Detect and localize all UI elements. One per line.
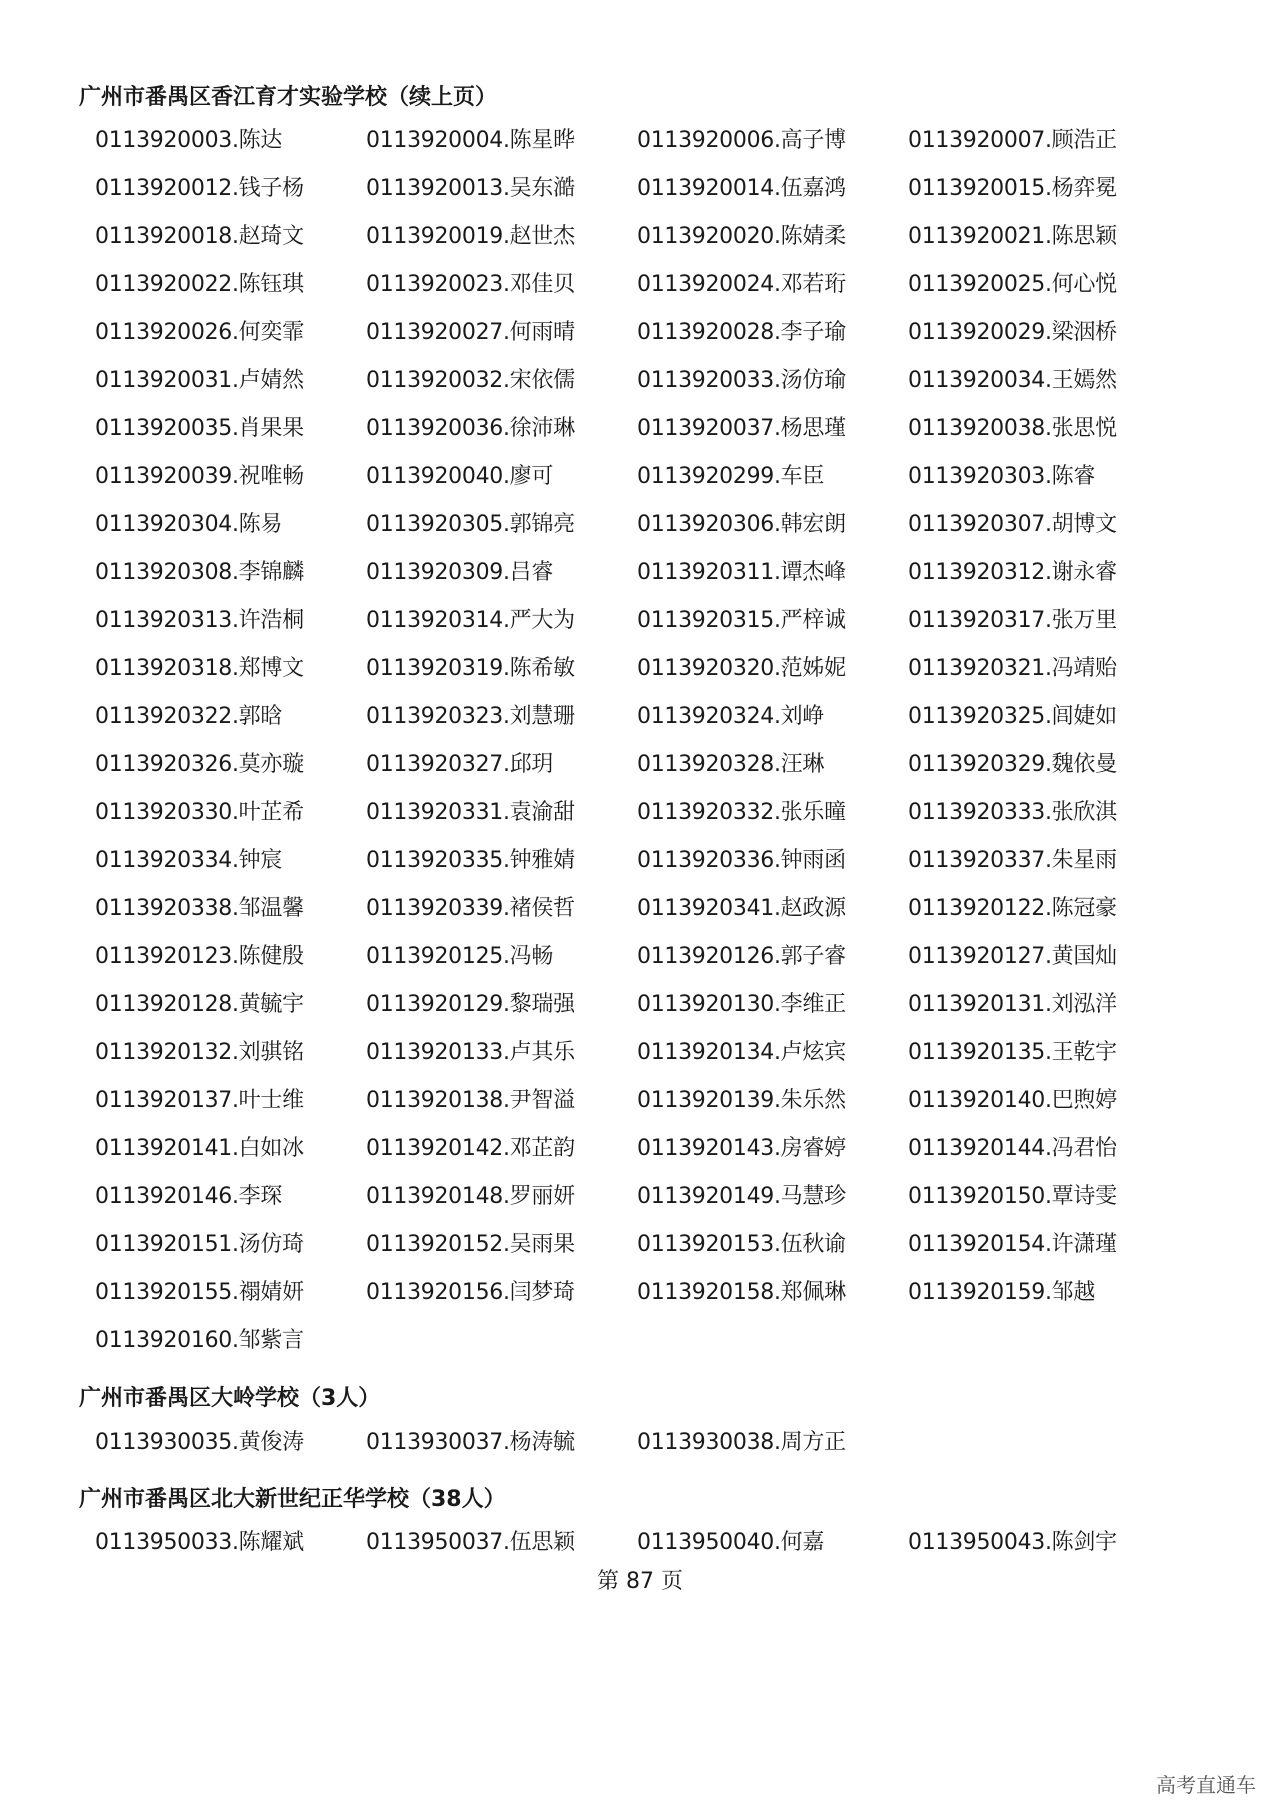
student-entry: 0113920024.邓若珩 — [637, 272, 846, 297]
student-entry: 0113920303.陈睿 — [908, 464, 1096, 489]
student-entry: 0113920031.卢婧然 — [95, 368, 304, 393]
student-entry: 0113920003.陈达 — [95, 128, 283, 153]
student-entry: 0113920025.何心悦 — [908, 272, 1117, 297]
student-entry: 0113920334.钟宸 — [95, 848, 283, 873]
student-entry: 0113920033.汤仿瑜 — [637, 368, 846, 393]
student-entry: 0113920150.覃诗雯 — [908, 1184, 1117, 1209]
student-entry: 0113920014.伍嘉鸿 — [637, 176, 846, 201]
student-entry: 0113920158.郑佩琳 — [637, 1280, 846, 1305]
student-entry: 0113920007.顾浩正 — [908, 128, 1117, 153]
student-entry: 0113920321.冯靖贻 — [908, 656, 1117, 681]
student-entry: 0113920312.谢永睿 — [908, 560, 1117, 585]
student-entry: 0113920035.肖果果 — [95, 416, 304, 441]
student-entry: 0113920130.李维正 — [637, 992, 846, 1017]
student-entry: 0113920304.陈易 — [95, 512, 283, 537]
student-entry: 0113920020.陈婧柔 — [637, 224, 846, 249]
student-entry: 0113920322.郭晗 — [95, 704, 283, 729]
student-entry: 0113920142.邓芷韵 — [366, 1136, 575, 1161]
student-entry: 0113920128.黄毓宇 — [95, 992, 304, 1017]
student-entry: 0113920126.郭子睿 — [637, 944, 846, 969]
student-entry: 0113920341.赵政源 — [637, 896, 846, 921]
student-entry: 0113920338.邹温馨 — [95, 896, 304, 921]
student-entry: 0113920308.李锦麟 — [95, 560, 304, 585]
student-entry: 0113920036.徐沛琳 — [366, 416, 575, 441]
student-entry: 0113950040.何嘉 — [637, 1530, 825, 1555]
student-entry: 0113920332.张乐曈 — [637, 800, 846, 825]
student-entry: 0113920144.冯君怡 — [908, 1136, 1117, 1161]
student-entry: 0113920122.陈冠豪 — [908, 896, 1117, 921]
student-entry: 0113920331.袁渝甜 — [366, 800, 575, 825]
student-entry: 0113920299.车臣 — [637, 464, 825, 489]
student-entry: 0113930037.杨涛毓 — [366, 1430, 575, 1455]
student-entry: 0113920149.马慧珍 — [637, 1184, 846, 1209]
student-entry: 0113930038.周方正 — [637, 1430, 846, 1455]
student-entry: 0113920323.刘慧珊 — [366, 704, 575, 729]
student-entry: 0113920127.黄国灿 — [908, 944, 1117, 969]
student-entry: 0113920146.李琛 — [95, 1184, 283, 1209]
student-entry: 0113920329.魏依曼 — [908, 752, 1117, 777]
student-entry: 0113920153.伍秋谕 — [637, 1232, 846, 1257]
student-entry: 0113920134.卢炫宾 — [637, 1040, 846, 1065]
student-entry: 0113920330.叶芷希 — [95, 800, 304, 825]
student-entry: 0113920027.何雨晴 — [366, 320, 575, 345]
student-entry: 0113920023.邓佳贝 — [366, 272, 575, 297]
student-entry: 0113920159.邹越 — [908, 1280, 1096, 1305]
section-title: 广州市番禺区香江育才实验学校（续上页） — [79, 85, 498, 110]
student-entry: 0113920138.尹智溢 — [366, 1088, 575, 1113]
student-entry: 0113920151.汤仿琦 — [95, 1232, 304, 1257]
student-entry: 0113920325.闾婕如 — [908, 704, 1117, 729]
student-entry: 0113950043.陈剑宇 — [908, 1530, 1117, 1555]
student-entry: 0113920021.陈思颖 — [908, 224, 1117, 249]
page-number: 第 87 页 — [597, 1569, 683, 1594]
student-entry: 0113920339.褚侯哲 — [366, 896, 575, 921]
watermark-text: 高考直通车 — [1156, 1773, 1256, 1797]
student-entry: 0113920313.许浩桐 — [95, 608, 304, 633]
student-entry: 0113920019.赵世杰 — [366, 224, 575, 249]
student-entry: 0113920013.吴东澔 — [366, 176, 575, 201]
section-title: 广州市番禺区北大新世纪正华学校（38人） — [79, 1487, 506, 1512]
student-entry: 0113920156.闫梦琦 — [366, 1280, 575, 1305]
student-entry: 0113920004.陈星晔 — [366, 128, 575, 153]
student-entry: 0113930035.黄俊涛 — [95, 1430, 304, 1455]
student-entry: 0113920315.严梓诚 — [637, 608, 846, 633]
student-entry: 0113920006.高子博 — [637, 128, 846, 153]
student-entry: 0113920137.叶士维 — [95, 1088, 304, 1113]
student-entry: 0113920337.朱星雨 — [908, 848, 1117, 873]
student-entry: 0113920034.王嫣然 — [908, 368, 1117, 393]
student-entry: 0113920318.郑博文 — [95, 656, 304, 681]
student-entry: 0113950033.陈耀斌 — [95, 1530, 304, 1555]
student-entry: 0113920160.邹紫言 — [95, 1328, 304, 1353]
student-entry: 0113920139.朱乐然 — [637, 1088, 846, 1113]
student-entry: 0113920141.白如冰 — [95, 1136, 304, 1161]
student-entry: 0113920324.刘峥 — [637, 704, 825, 729]
student-entry: 0113920028.李子瑜 — [637, 320, 846, 345]
student-entry: 0113920026.何奕霏 — [95, 320, 304, 345]
student-entry: 0113920125.冯畅 — [366, 944, 554, 969]
student-entry: 0113920155.禤婧妍 — [95, 1280, 304, 1305]
student-entry: 0113920038.张思悦 — [908, 416, 1117, 441]
student-entry: 0113920307.胡博文 — [908, 512, 1117, 537]
student-entry: 0113920012.钱子杨 — [95, 176, 304, 201]
student-entry: 0113920132.刘骐铭 — [95, 1040, 304, 1065]
student-entry: 0113920319.陈希敏 — [366, 656, 575, 681]
student-entry: 0113920143.房睿婷 — [637, 1136, 846, 1161]
student-entry: 0113920129.黎瑞强 — [366, 992, 575, 1017]
section-title: 广州市番禺区大岭学校（3人） — [79, 1386, 381, 1411]
student-entry: 0113920140.巴煦婷 — [908, 1088, 1117, 1113]
student-entry: 0113920148.罗丽妍 — [366, 1184, 575, 1209]
student-entry: 0113920309.吕睿 — [366, 560, 554, 585]
student-entry: 0113920123.陈健殷 — [95, 944, 304, 969]
student-entry: 0113920029.梁洇桥 — [908, 320, 1117, 345]
student-entry: 0113920154.许潇瑾 — [908, 1232, 1117, 1257]
student-entry: 0113920037.杨思瑾 — [637, 416, 846, 441]
student-entry: 0113950037.伍思颖 — [366, 1530, 575, 1555]
student-entry: 0113920333.张欣淇 — [908, 800, 1117, 825]
student-entry: 0113920018.赵琦文 — [95, 224, 304, 249]
student-entry: 0113920335.钟雅婧 — [366, 848, 575, 873]
student-entry: 0113920015.杨弈冕 — [908, 176, 1117, 201]
student-entry: 0113920152.吴雨果 — [366, 1232, 575, 1257]
student-entry: 0113920306.韩宏朗 — [637, 512, 846, 537]
student-entry: 0113920133.卢其乐 — [366, 1040, 575, 1065]
student-entry: 0113920328.汪琳 — [637, 752, 825, 777]
student-entry: 0113920320.范姊妮 — [637, 656, 846, 681]
student-entry: 0113920314.严大为 — [366, 608, 575, 633]
student-entry: 0113920039.祝唯畅 — [95, 464, 304, 489]
student-entry: 0113920305.郭锦亮 — [366, 512, 575, 537]
student-entry: 0113920327.邱玥 — [366, 752, 554, 777]
student-entry: 0113920311.谭杰峰 — [637, 560, 846, 585]
student-entry: 0113920135.王乾宇 — [908, 1040, 1117, 1065]
student-entry: 0113920040.廖可 — [366, 464, 554, 489]
student-entry: 0113920336.钟雨函 — [637, 848, 846, 873]
student-entry: 0113920131.刘泓洋 — [908, 992, 1117, 1017]
student-entry: 0113920326.莫亦璇 — [95, 752, 304, 777]
student-entry: 0113920022.陈钰琪 — [95, 272, 304, 297]
student-entry: 0113920317.张万里 — [908, 608, 1117, 633]
student-entry: 0113920032.宋依儒 — [366, 368, 575, 393]
